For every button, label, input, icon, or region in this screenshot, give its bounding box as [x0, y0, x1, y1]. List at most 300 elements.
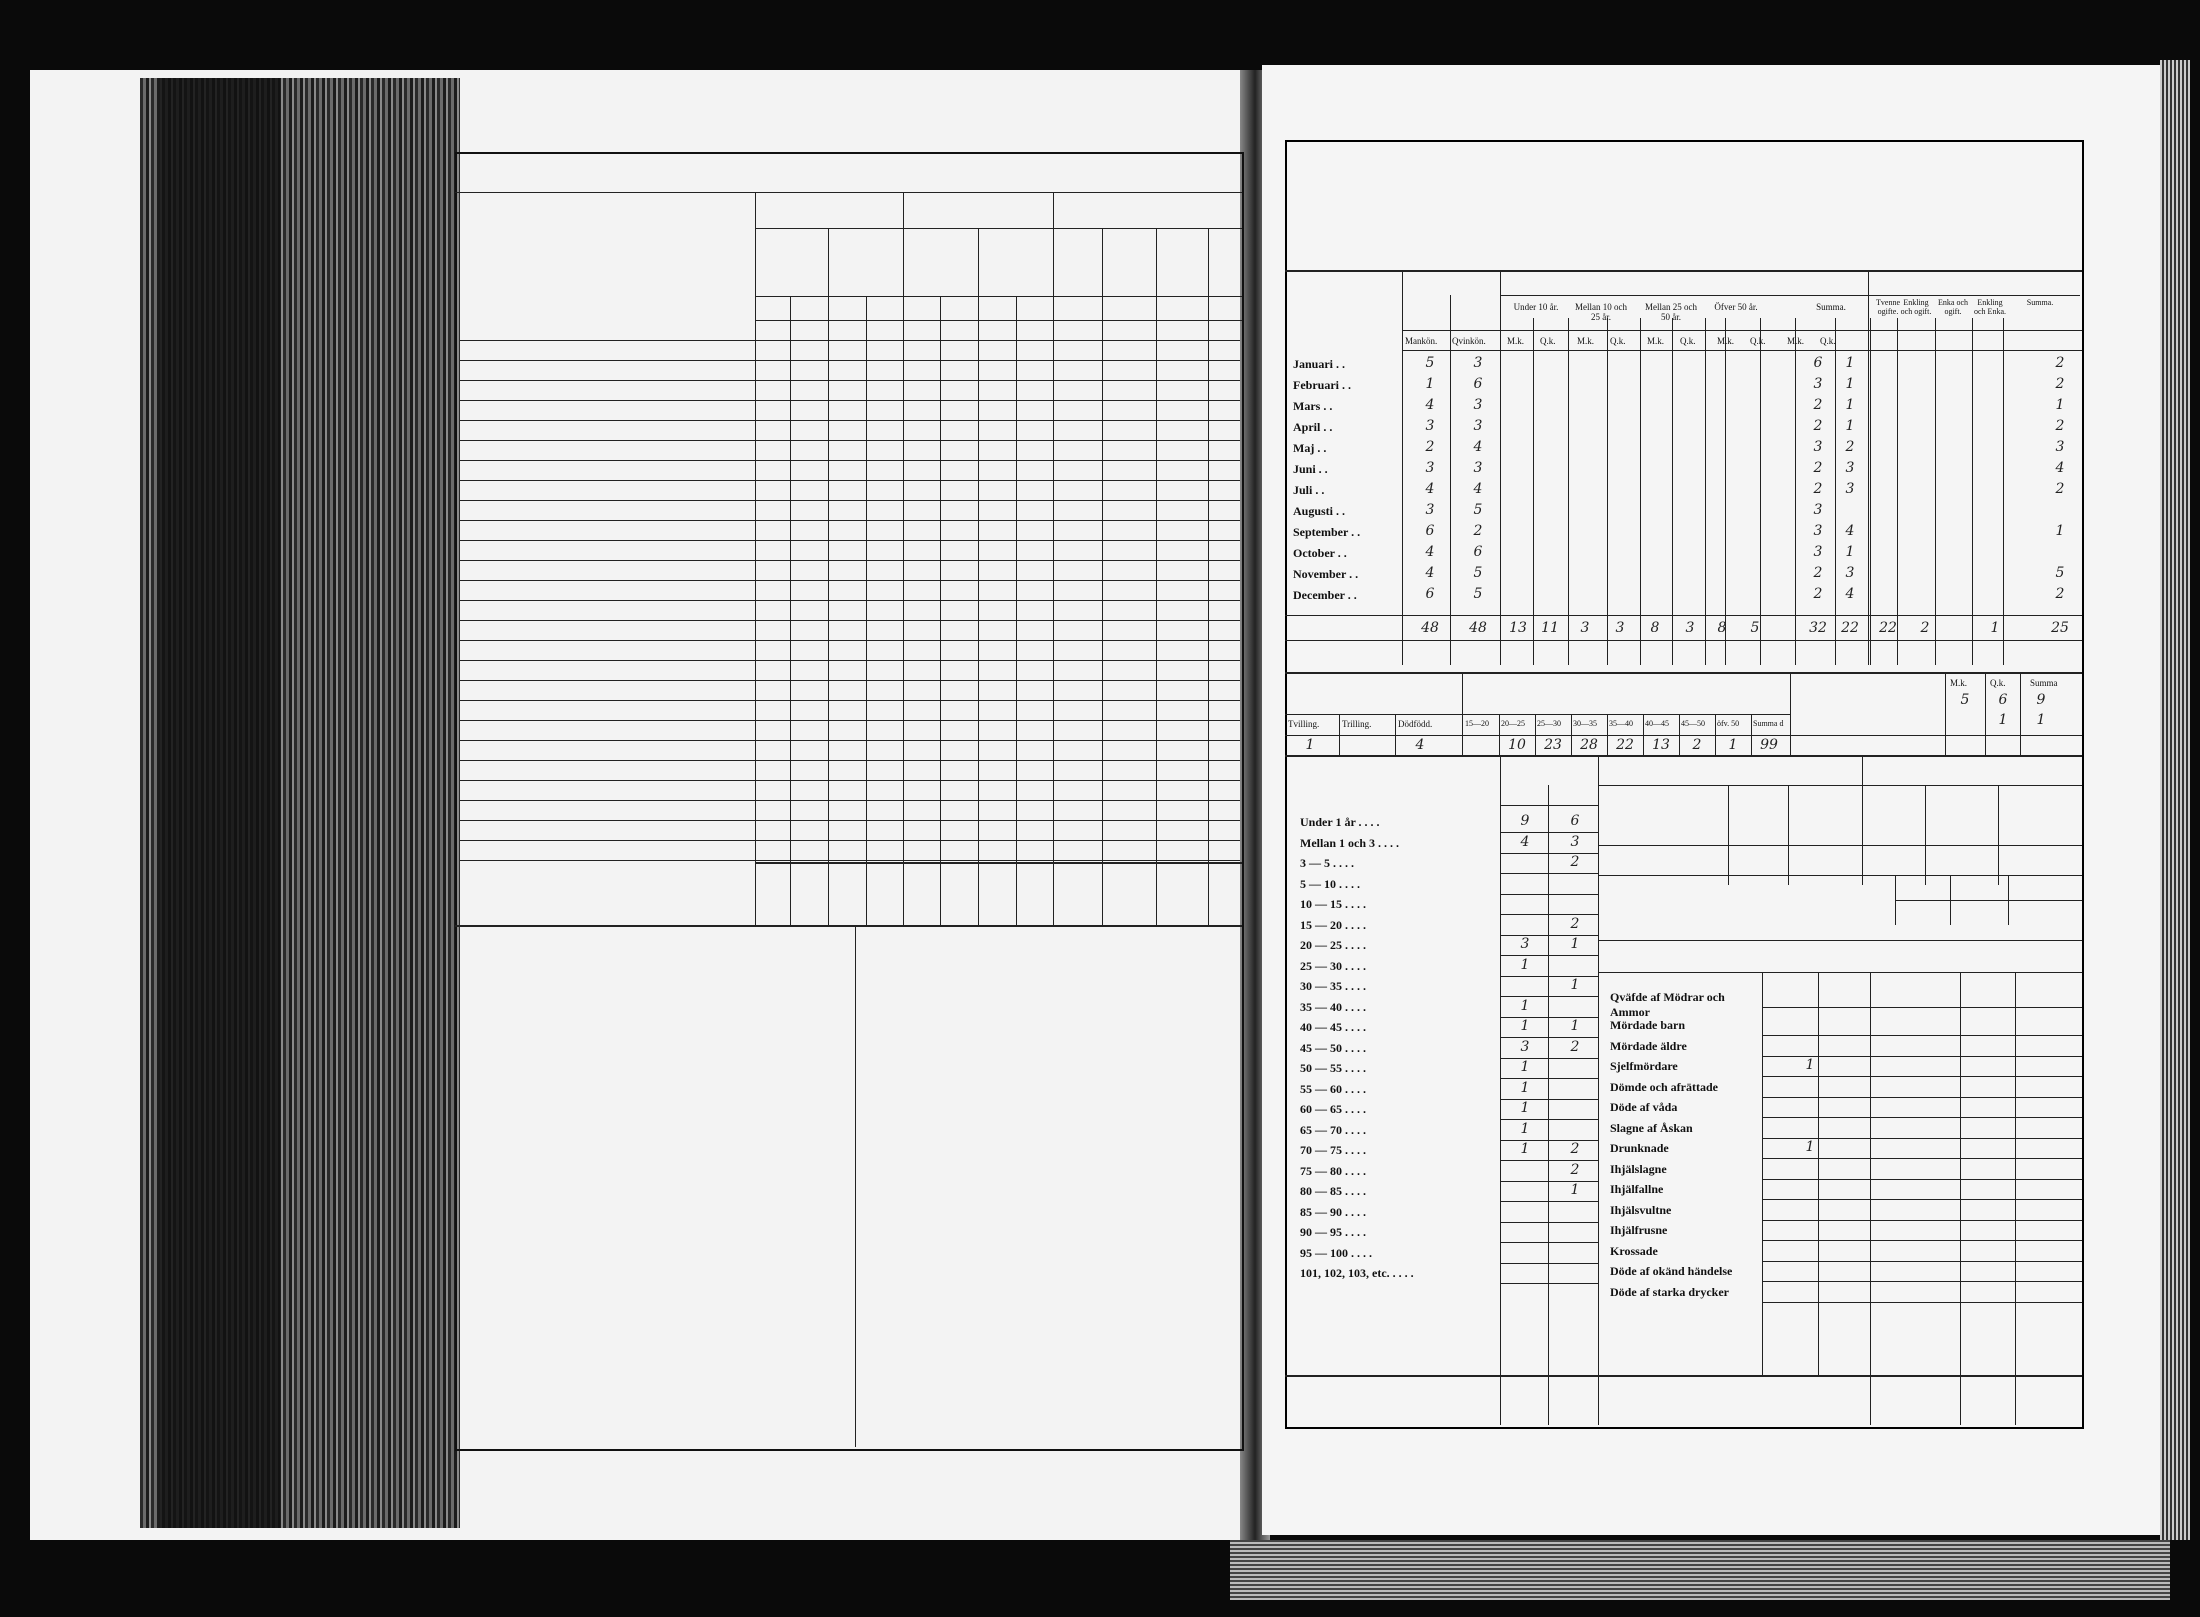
g-row-line [1598, 875, 2082, 876]
month-label: Augusti . . [1293, 504, 1346, 518]
i-row-line [1762, 1035, 2082, 1036]
ruled-line [460, 760, 1240, 761]
b-summa-mk-cell: 2 [1813, 460, 1823, 476]
grid-col-line [1897, 318, 1898, 665]
month-label: Juli . . [1293, 483, 1325, 497]
a-qk-cell: 2 [1473, 523, 1483, 539]
d-cell: 1 [1305, 737, 1315, 753]
a-mk-cell: 3 [1425, 502, 1435, 518]
f-qk-cell: 1 [1570, 977, 1580, 993]
e-cell: 23 [1544, 737, 1562, 753]
b-summa-row-cell: 3 [1580, 620, 1590, 636]
a-mk-cell: 2 [1425, 439, 1435, 455]
f-qk-cell: 2 [1570, 915, 1580, 932]
ruled-line [460, 460, 1240, 461]
c-col-head: Enka och ogift. [1938, 298, 1968, 316]
ruled-line [460, 360, 1240, 361]
f-mk-cell: 9 [1520, 813, 1530, 829]
c-col-head: Summa. [2026, 298, 2054, 307]
spec-frame [455, 152, 1244, 1451]
ruled-line [460, 740, 1240, 741]
b-summa-mk-cell: 6 [1813, 355, 1823, 371]
e-cell: 2 [1692, 737, 1702, 753]
f-row-line [1500, 894, 1598, 895]
ruled-line [460, 660, 1240, 661]
vacc-row-line [1598, 940, 2082, 941]
e-col-head: 45—50 [1681, 719, 1705, 728]
b-summa-qk-cell: 1 [1845, 418, 1855, 434]
a-mankon: Mankön. [1405, 336, 1438, 346]
f-col-line [1598, 755, 1599, 1425]
e-cell: 22 [1616, 737, 1634, 753]
f-row-line [1500, 873, 1598, 874]
b-qk-head: Q.k. [1680, 336, 1696, 346]
de-col-line [1462, 672, 1463, 755]
i-col-line [1818, 972, 1819, 1375]
accident-label: Slagne af Åskan [1610, 1120, 1693, 1135]
de-col-line [1535, 714, 1536, 755]
b-summa-row-cell: 3 [1685, 620, 1695, 636]
b-mk-head: M.k. [1787, 336, 1805, 346]
accident-label: Döde af våda [1610, 1100, 1678, 1114]
ruled-line [460, 820, 1240, 821]
illeg-cell: 6 [1998, 692, 2008, 708]
c-summa-row-cell: 22 [1879, 620, 1897, 636]
f-mk-cell: 3 [1520, 1038, 1530, 1055]
c-summa-cell: 2 [2055, 586, 2065, 602]
b-summa-row-cell: 11 [1541, 620, 1559, 636]
age-label: 40 — 45 . . . . [1300, 1020, 1366, 1034]
month-label: Juni . . [1293, 462, 1328, 476]
accident-cell: 1 [1805, 1139, 1815, 1155]
ruled-line [460, 580, 1240, 581]
a-summa-mk: 48 [1421, 620, 1439, 636]
c-summa-row-cell: 2 [1920, 620, 1930, 636]
age-label: 10 — 15 . . . . [1300, 897, 1366, 911]
illeg-summa-head: Summa [2030, 678, 2058, 688]
b-summa-qk-cell: 1 [1845, 376, 1855, 392]
age-label: 20 — 25 . . . . [1300, 938, 1366, 952]
f-row-line [1285, 1375, 2082, 1377]
age-label: Mellan 1 och 3 . . . . [1300, 835, 1399, 850]
age-label: 35 — 40 . . . . [1300, 999, 1366, 1014]
i-row-line [1762, 1158, 2082, 1159]
a-qvinkon: Qvinkön. [1452, 336, 1486, 346]
b-summa-qk-cell: 1 [1845, 397, 1855, 413]
accident-label: Ihjälslagne [1610, 1161, 1667, 1176]
f-qk-cell: 1 [1570, 1018, 1580, 1034]
i-row-line [1762, 1117, 2082, 1118]
b-summa-row-cell: 8 [1650, 620, 1660, 636]
age-label: 95 — 100 . . . . [1300, 1245, 1372, 1260]
f-mk-cell: 1 [1520, 1100, 1530, 1116]
a-mk-cell: 4 [1425, 565, 1435, 581]
grid-col-line [1640, 318, 1641, 665]
de-col-line [1715, 714, 1716, 755]
d-col-head: Dödfödd. [1398, 719, 1433, 729]
accident-label: Mördade äldre [1610, 1038, 1687, 1053]
grid-col-line [2003, 318, 2004, 665]
grid-col-line [1870, 318, 1871, 665]
ruled-line [460, 540, 1240, 541]
a-qk-cell: 3 [1473, 418, 1483, 434]
illeg-qk-head: Q.k. [1990, 678, 2006, 688]
de-col-line [1643, 714, 1644, 755]
ruled-line [460, 400, 1240, 401]
f-col-line [1548, 785, 1549, 1425]
a-mk-cell: 4 [1425, 544, 1435, 560]
b-summa-mk-cell: 3 [1813, 523, 1823, 539]
e-col-head: 40—45 [1645, 719, 1669, 728]
b-summa-mk-cell: 3 [1813, 502, 1823, 518]
e-col-head: 20—25 [1501, 719, 1525, 728]
page-edges-bottom [1230, 1540, 2170, 1600]
f-mk-cell: 1 [1520, 1141, 1530, 1157]
e-col-head: öfv. 50 [1717, 719, 1740, 728]
illeg-cell: 1 [2036, 712, 2046, 728]
grid-col-line [1607, 318, 1608, 665]
f-row-line [1500, 1263, 1598, 1264]
accident-label: Drunknade [1610, 1141, 1669, 1155]
accident-label: Krossade [1610, 1243, 1658, 1258]
b-summa-row-cell: 32 [1809, 620, 1827, 636]
d-col-head: Trilling. [1342, 719, 1372, 729]
f-qk-cell: 3 [1570, 833, 1580, 850]
b-summa-qk-cell: 2 [1845, 439, 1855, 455]
ruled-line [460, 720, 1240, 721]
g-row-line [1598, 785, 2082, 786]
e-cell: 28 [1580, 737, 1598, 753]
f-qk-cell: 1 [1570, 936, 1580, 952]
page-edges-right [2160, 60, 2190, 1540]
b-summa-qk-cell: 4 [1845, 523, 1855, 539]
book-spine-shadow [160, 78, 280, 1528]
b-mk-head: M.k. [1507, 336, 1525, 346]
de-col-line [1751, 714, 1752, 755]
month-label: Februari . . [1293, 378, 1351, 392]
a-qk-cell: 4 [1473, 439, 1483, 455]
accident-label: Ihjälfallne [1610, 1182, 1664, 1196]
month-label: Mars . . [1293, 399, 1333, 413]
e-col-head: 30—35 [1573, 719, 1597, 728]
de-col-line [1790, 672, 1791, 755]
g-col-line [1998, 785, 1999, 885]
b-summa-mk-cell: 2 [1813, 418, 1823, 434]
g-col-line [1925, 785, 1926, 885]
ruled-line [460, 380, 1240, 381]
grid-row-line [1500, 295, 2080, 296]
f-col-line [1500, 755, 1501, 1425]
b-qk-head: Q.k. [1610, 336, 1626, 346]
f-mk-cell: 1 [1520, 1018, 1530, 1034]
grid-row-line [1402, 350, 2082, 351]
f-row-line [1500, 1242, 1598, 1243]
g-col-line [1728, 785, 1729, 885]
grid-col-line [1725, 318, 1726, 665]
accident-label: Dömde och afrättade [1610, 1079, 1718, 1094]
b-col-head: Under 10 år. [1513, 302, 1559, 312]
grid-col-line [1935, 318, 1936, 665]
c-summa-cell: 3 [2055, 439, 2065, 455]
e-cell: 99 [1760, 737, 1778, 753]
de-col-line [1571, 714, 1572, 755]
age-label: 85 — 90 . . . . [1300, 1204, 1366, 1219]
accident-label: Ihjälsvultne [1610, 1202, 1672, 1217]
month-label: Maj . . [1293, 441, 1327, 455]
b-summa-row-cell: 22 [1841, 620, 1859, 636]
age-label: 80 — 85 . . . . [1300, 1184, 1366, 1198]
b-summa-qk-cell: 1 [1845, 355, 1855, 371]
b-summa-mk-cell: 2 [1813, 565, 1823, 581]
month-label: April . . [1293, 420, 1333, 434]
ruled-line [460, 480, 1240, 481]
b-summa-row-cell: 5 [1750, 620, 1760, 636]
accident-label: Döde af okänd händelse [1610, 1264, 1733, 1278]
d-col-head: Tvilling. [1288, 719, 1320, 729]
a-mk-cell: 3 [1425, 418, 1435, 434]
b-mk-head: M.k. [1717, 336, 1735, 346]
sub-begge [1210, 232, 1240, 272]
f-row-line [1500, 1222, 1598, 1223]
grid-row-line [1402, 330, 2082, 331]
b-summa-qk-cell: 3 [1845, 460, 1855, 476]
f-mk-cell: 3 [1520, 936, 1530, 952]
i-row-line [1762, 1240, 2082, 1241]
c-summa-cell: 1 [2055, 523, 2065, 539]
month-label: December . . [1293, 588, 1357, 602]
i-row-line [1762, 1220, 2082, 1221]
g-col-line [1862, 755, 1863, 885]
b-qk-head: Q.k. [1540, 336, 1556, 346]
age-label: 90 — 95 . . . . [1300, 1225, 1366, 1239]
ruled-line [460, 700, 1240, 701]
b-col-head: Summa. [1816, 302, 1846, 312]
grid-col-line [1533, 318, 1534, 665]
grid-row-line [1285, 615, 2082, 616]
a-mk-cell: 3 [1425, 460, 1435, 476]
a-qk-cell: 5 [1473, 565, 1483, 581]
b-summa-mk-cell: 2 [1813, 481, 1823, 497]
grid-col-line [1672, 318, 1673, 665]
f-qk-cell: 2 [1570, 1038, 1580, 1055]
f-mk-cell: 1 [1520, 1059, 1530, 1075]
a-mk-cell: 6 [1425, 586, 1435, 602]
age-label: 30 — 35 . . . . [1300, 979, 1366, 993]
ruled-line [460, 560, 1240, 561]
a-mk-cell: 4 [1425, 397, 1435, 413]
f-mk-cell: 1 [1520, 1120, 1530, 1137]
ruled-line [460, 420, 1240, 421]
b-qk-head: Q.k. [1750, 336, 1766, 346]
de-col-line [1679, 714, 1680, 755]
b-summa-qk-cell: 4 [1845, 586, 1855, 602]
b-summa-mk-cell: 3 [1813, 439, 1823, 455]
a-qk-cell: 6 [1473, 376, 1483, 392]
b-col-head: Öfver 50 år. [1714, 302, 1758, 312]
e-cell: 1 [1728, 737, 1738, 753]
de-col-line [1499, 714, 1500, 755]
age-label: 65 — 70 . . . . [1300, 1122, 1366, 1137]
age-label: 55 — 60 . . . . [1300, 1081, 1366, 1096]
g-row-line [1598, 845, 2082, 846]
age-label: 15 — 20 . . . . [1300, 917, 1366, 932]
i-row-line [1762, 1281, 2082, 1282]
c-col-head: Enkling och ogift. [1900, 298, 1932, 316]
d-cell: 4 [1415, 737, 1425, 753]
b-summa-qk-cell: 3 [1845, 565, 1855, 581]
i-row-line [1762, 1007, 2082, 1008]
f-row-line [1500, 1201, 1598, 1202]
ruled-line [460, 780, 1240, 781]
ruled-line [460, 600, 1240, 601]
e-col-head: Summa d [1753, 719, 1784, 728]
c-summa-cell: 2 [2055, 376, 2065, 392]
de-col-line [2020, 672, 2021, 755]
b-summa-mk-cell: 2 [1813, 586, 1823, 602]
a-qk-cell: 4 [1473, 481, 1483, 497]
b-mk-head: M.k. [1577, 336, 1595, 346]
de-row-line [1285, 735, 2082, 736]
grid-col-line [1972, 318, 1973, 665]
a-qk-cell: 5 [1473, 586, 1483, 602]
e-col-head: 15—20 [1465, 719, 1489, 728]
accident-label: Sjelfmördare [1610, 1059, 1678, 1073]
age-label: 45 — 50 . . . . [1300, 1040, 1366, 1055]
ruled-line [460, 620, 1240, 621]
ruled-line [460, 860, 1240, 861]
b-summa-row-cell: 13 [1509, 620, 1527, 636]
b-col-head: Mellan 10 och 25 år. [1575, 302, 1627, 322]
c-col-head: Enkling och Enka. [1974, 298, 2006, 316]
a-mk-cell: 5 [1425, 355, 1435, 371]
b-summa-row-cell: 3 [1615, 620, 1625, 636]
c-summa-cell: 1 [2055, 397, 2065, 413]
a-qk-cell: 3 [1473, 355, 1483, 371]
f-mk-cell: 1 [1520, 997, 1530, 1014]
i-col-line [1762, 972, 1763, 1375]
month-label: September . . [1293, 525, 1361, 539]
a-summa-qk: 48 [1469, 620, 1487, 636]
b-qk-head: Q.k. [1820, 336, 1836, 346]
f-qk-cell: 2 [1570, 1161, 1580, 1178]
age-label: 5 — 10 . . . . [1300, 876, 1360, 891]
ruled-line [460, 840, 1240, 841]
c-summa-cell: 2 [2055, 418, 2065, 434]
f-qk-cell: 2 [1570, 1141, 1580, 1157]
e-col-head: 35—40 [1609, 719, 1633, 728]
ruled-line [460, 800, 1240, 801]
b-summa-mk-cell: 2 [1813, 397, 1823, 413]
age-label: 75 — 80 . . . . [1300, 1163, 1366, 1178]
month-label: October . . [1293, 546, 1347, 560]
e-cell: 10 [1508, 737, 1526, 753]
c-summa-cell: 4 [2055, 460, 2065, 476]
month-label: Januari . . [1293, 357, 1346, 371]
b-mk-head: M.k. [1647, 336, 1665, 346]
de-col-line [1395, 714, 1396, 755]
grid-col-line [1705, 318, 1706, 665]
grid-col-line [1568, 318, 1569, 665]
month-label: November . . [1293, 567, 1359, 581]
age-label: Under 1 år . . . . [1300, 815, 1380, 829]
f-mk-cell: 1 [1520, 956, 1530, 973]
a-mk-cell: 6 [1425, 523, 1435, 539]
b-col-head: Mellan 25 och 50 år. [1645, 302, 1697, 322]
ruled-line [460, 680, 1240, 681]
i-row-line [1762, 1076, 2082, 1077]
de-col-line [1985, 672, 1986, 755]
i-row-line [1762, 1097, 2082, 1098]
b-summa-qk-cell: 3 [1845, 481, 1855, 497]
a-qk-cell: 3 [1473, 460, 1483, 476]
f-row-line [1500, 805, 1598, 806]
g-col-line [1788, 785, 1789, 885]
f-mk-cell: 1 [1520, 1079, 1530, 1096]
a-mk-cell: 4 [1425, 481, 1435, 497]
illeg-cell: 5 [1960, 692, 1970, 708]
grid-row-line [1285, 640, 2082, 641]
e-col-head: 25—30 [1537, 719, 1561, 728]
grid-col-line [1795, 318, 1796, 665]
i-row-line [1762, 1302, 2082, 1303]
ruled-line [460, 440, 1240, 441]
b-summa-mk-cell: 3 [1813, 376, 1823, 392]
illeg-mk-head: M.k. [1950, 678, 1968, 688]
de-col-line [1607, 714, 1608, 755]
age-label: 70 — 75 . . . . [1300, 1143, 1366, 1157]
c-summa-row-cell: 1 [1990, 620, 2000, 636]
grid-col-line [1835, 318, 1836, 665]
age-label: 60 — 65 . . . . [1300, 1102, 1366, 1116]
ruled-line [460, 500, 1240, 501]
de-col-line [1339, 714, 1340, 755]
c-col-head: Tvenne ogifte. [1876, 298, 1900, 316]
i-row-line [1598, 972, 2082, 973]
accident-label: Döde af starka drycker [1610, 1284, 1729, 1299]
f-qk-cell: 2 [1570, 854, 1580, 870]
age-label: 3 — 5 . . . . [1300, 856, 1354, 870]
f-row-line [1500, 1283, 1598, 1284]
a-qk-cell: 5 [1473, 502, 1483, 518]
e-cell: 13 [1652, 737, 1670, 753]
accident-cell: 1 [1805, 1057, 1815, 1073]
accident-label: Qväfde af Mödrar och Ammor [1610, 990, 1725, 1019]
ruled-line [460, 520, 1240, 521]
vacc-row-line [1895, 900, 2082, 901]
ruled-line [460, 340, 1240, 341]
f-mk-cell: 4 [1520, 833, 1530, 850]
illeg-cell: 1 [1998, 712, 2008, 728]
accident-label: Mördade barn [1610, 1018, 1685, 1032]
i-row-line [1762, 1261, 2082, 1262]
a-mk-cell: 1 [1425, 376, 1435, 392]
f-qk-cell: 1 [1570, 1182, 1580, 1198]
c-summa-cell: 2 [2055, 481, 2065, 497]
c-summa-cell: 5 [2055, 565, 2065, 581]
i-row-line [1762, 1179, 2082, 1180]
a-qk-cell: 6 [1473, 544, 1483, 560]
a-qk-cell: 3 [1473, 397, 1483, 413]
ruled-line [460, 640, 1240, 641]
c-summa-cell: 2 [2055, 355, 2065, 371]
accident-label: Ihjälfrusne [1610, 1223, 1668, 1237]
b-summa-mk-cell: 3 [1813, 544, 1823, 560]
grid-col-line [1760, 318, 1761, 665]
age-label: 50 — 55 . . . . [1300, 1061, 1366, 1075]
i-row-line [1762, 1199, 2082, 1200]
age-label: 101, 102, 103, etc. . . . . [1300, 1266, 1414, 1280]
age-label: 25 — 30 . . . . [1300, 958, 1366, 973]
